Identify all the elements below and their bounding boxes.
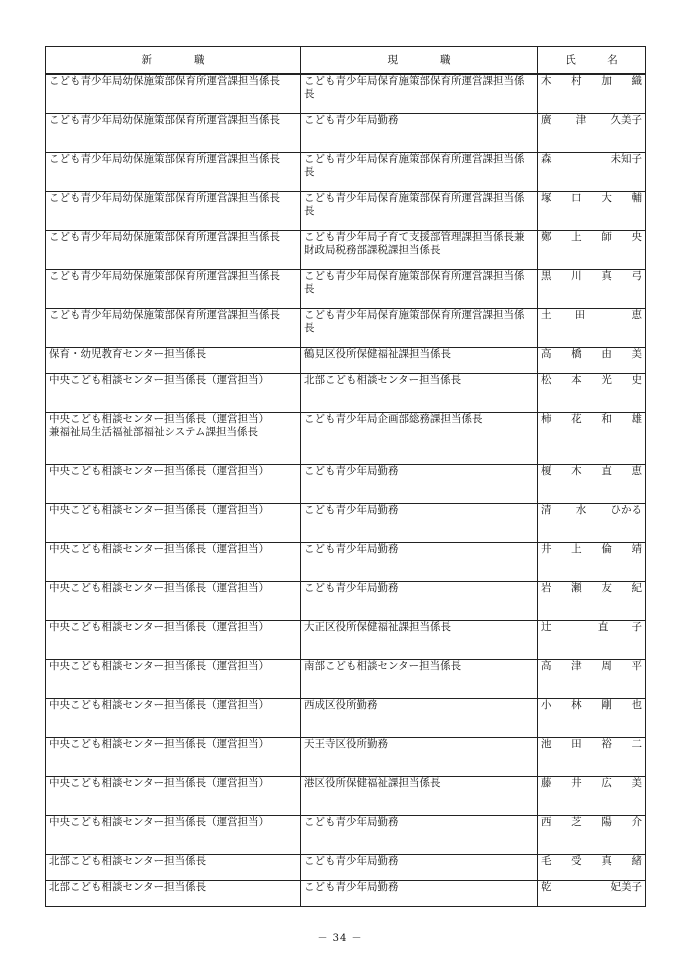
name-part: 小 <box>541 698 552 711</box>
new-post-cell: こども青少年局幼保施策部保育所運営課担当係長 <box>46 152 301 191</box>
name-cell <box>538 698 646 737</box>
current-post-cell: こども青少年局子育て支援部管理課担当係長兼財政局税務部課税課担当係長 <box>301 230 538 269</box>
current-post-cell: こども青少年局勤務 <box>301 815 538 854</box>
name-part: 紀 <box>631 581 642 594</box>
new-post-cell: こども青少年局幼保施策部保育所運営課担当係長 <box>46 191 301 230</box>
name-part: 加 <box>601 75 612 87</box>
new-post-cell: こども青少年局幼保施策部保育所運営課担当係長 <box>46 308 301 347</box>
name-cell <box>538 269 646 308</box>
name-part: 柿 <box>541 412 552 425</box>
table-row <box>46 776 646 815</box>
name-part: 岩 <box>541 581 552 594</box>
name-part: 川 <box>571 269 582 282</box>
new-post-cell: 中央こども相談センター担当係長（運営担当） <box>46 659 301 698</box>
name-cell <box>538 620 646 659</box>
name-part: 西 <box>541 815 552 828</box>
name-part: 塚 <box>541 191 552 204</box>
new-post-cell: こども青少年局幼保施策部保育所運営課担当係長 <box>46 269 301 308</box>
table-row <box>46 503 646 542</box>
new-post-cell: 中央こども相談センター担当係長（運営担当） <box>46 737 301 776</box>
person-name <box>541 270 642 283</box>
table-row <box>46 74 646 113</box>
name-part: 木 <box>541 75 552 87</box>
name-part: 土 <box>541 308 552 321</box>
person-name <box>541 309 642 322</box>
name-cell <box>538 347 646 373</box>
name-part: 上 <box>571 230 582 243</box>
name-part: 橋 <box>571 347 582 360</box>
personnel-table <box>45 46 646 907</box>
current-post-cell: 鶴見区役所保健福祉課担当係長 <box>301 347 538 373</box>
name-part: 二 <box>631 737 642 750</box>
person-name <box>541 543 642 556</box>
name-part: 鄭 <box>541 230 552 243</box>
name-part: 森 <box>541 152 552 165</box>
table-row <box>46 230 646 269</box>
name-part: 史 <box>631 373 642 386</box>
name-part: 池 <box>541 737 552 750</box>
name-part: 周 <box>601 659 612 672</box>
name-part: 靖 <box>631 542 642 555</box>
current-post-cell: こども青少年局勤務 <box>301 464 538 503</box>
name-part: ひかる <box>610 503 642 516</box>
header-new-post: 新 職 <box>46 47 301 75</box>
current-post-cell: 北部こども相談センター担当係長 <box>301 373 538 412</box>
name-part: 広 <box>601 776 612 789</box>
new-post-cell: 中央こども相談センター担当係長（運営担当） <box>46 581 301 620</box>
name-part: 乾 <box>541 880 552 893</box>
name-part: 倫 <box>601 542 612 555</box>
name-part: 真 <box>601 269 612 282</box>
table-row <box>46 854 646 880</box>
table-row <box>46 815 646 854</box>
page-number: － 34 － <box>317 933 363 944</box>
name-cell <box>538 581 646 620</box>
new-post-cell: 中央こども相談センター担当係長（運営担当） <box>46 542 301 581</box>
person-name <box>541 114 642 127</box>
name-cell <box>538 503 646 542</box>
name-part: 美 <box>631 347 642 360</box>
name-cell <box>538 776 646 815</box>
current-post-cell: 南部こども相談センター担当係長 <box>301 659 538 698</box>
table-body <box>46 74 646 906</box>
person-name <box>541 465 642 478</box>
name-part: 織 <box>631 75 642 87</box>
name-part: 花 <box>571 412 582 425</box>
new-post-cell: 中央こども相談センター担当係長（運営担当） <box>46 698 301 737</box>
name-cell <box>538 412 646 464</box>
name-part: 黒 <box>541 269 552 282</box>
name-part: 口 <box>571 191 582 204</box>
name-cell <box>538 308 646 347</box>
table-row <box>46 269 646 308</box>
current-post-cell: こども青少年局保育施策部保育所運営課担当係長 <box>301 308 538 347</box>
person-name <box>541 881 642 894</box>
table-row <box>46 152 646 191</box>
name-part: 真 <box>601 854 612 867</box>
name-part: 田 <box>574 308 586 321</box>
name-part: 受 <box>571 854 582 867</box>
table-row <box>46 659 646 698</box>
person-name <box>541 777 642 790</box>
person-name <box>541 660 642 673</box>
new-post-cell: 中央こども相談センター担当係長（運営担当） <box>46 776 301 815</box>
name-part: 剛 <box>601 698 612 711</box>
name-cell <box>538 542 646 581</box>
name-part: 松 <box>541 373 552 386</box>
person-name <box>541 153 642 166</box>
name-part: 弓 <box>631 269 642 282</box>
table-row <box>46 347 646 373</box>
name-part: 緒 <box>631 854 642 867</box>
table-row <box>46 581 646 620</box>
name-part: 榎 <box>541 464 552 477</box>
current-post-cell: こども青少年局保育施策部保育所運営課担当係長 <box>301 74 538 113</box>
name-part: 恵 <box>631 464 642 477</box>
name-part: 津 <box>571 659 582 672</box>
name-part: 平 <box>631 659 642 672</box>
name-part: 友 <box>601 581 612 594</box>
new-post-cell: こども青少年局幼保施策部保育所運営課担当係長 <box>46 113 301 152</box>
person-name <box>541 738 642 751</box>
new-post-cell: 保育・幼児教育センター担当係長 <box>46 347 301 373</box>
table-row <box>46 542 646 581</box>
name-cell <box>538 464 646 503</box>
name-part: 也 <box>631 698 642 711</box>
current-post-cell: こども青少年局勤務 <box>301 581 538 620</box>
name-cell <box>538 113 646 152</box>
current-post-cell: 大正区役所保健福祉課担当係長 <box>301 620 538 659</box>
current-post-cell: こども青少年局勤務 <box>301 113 538 152</box>
person-name <box>541 192 642 205</box>
name-cell <box>538 74 646 113</box>
name-part: 木 <box>571 464 582 477</box>
name-cell <box>538 373 646 412</box>
current-post-cell: こども青少年局保育施策部保育所運営課担当係長 <box>301 191 538 230</box>
name-cell <box>538 815 646 854</box>
person-name <box>541 699 642 712</box>
name-cell <box>538 230 646 269</box>
name-part: 直 <box>601 464 612 477</box>
table-row <box>46 698 646 737</box>
current-post-cell: こども青少年局保育施策部保育所運営課担当係長 <box>301 152 538 191</box>
name-part: 藤 <box>541 776 552 789</box>
header-current-post: 現 職 <box>301 47 538 75</box>
person-name <box>541 231 642 244</box>
table-row <box>46 737 646 776</box>
table-row <box>46 191 646 230</box>
table-header-row <box>46 47 646 75</box>
name-part: 美 <box>631 776 642 789</box>
name-part: 雄 <box>631 412 642 425</box>
name-cell <box>538 659 646 698</box>
name-cell <box>538 854 646 880</box>
name-part: 水 <box>575 503 587 516</box>
name-cell <box>538 191 646 230</box>
current-post-cell: こども青少年局勤務 <box>301 854 538 880</box>
name-part: 高 <box>541 659 552 672</box>
table-row <box>46 113 646 152</box>
name-part: 和 <box>601 412 612 425</box>
name-part: 由 <box>601 347 612 360</box>
current-post-cell: こども青少年局勤務 <box>301 503 538 542</box>
name-part: 子 <box>631 620 642 633</box>
new-post-cell: こども青少年局幼保施策部保育所運営課担当係長 <box>46 74 301 113</box>
name-part: 津 <box>575 113 587 126</box>
name-part: 未知子 <box>610 152 642 165</box>
name-part: 裕 <box>601 737 612 750</box>
name-part: 瀬 <box>571 581 582 594</box>
new-post-cell: 中央こども相談センター担当係長（運営担当） <box>46 464 301 503</box>
name-part: 上 <box>571 542 582 555</box>
person-name <box>541 75 642 88</box>
name-part: 林 <box>571 698 582 711</box>
table-row <box>46 373 646 412</box>
name-part: 央 <box>631 230 642 243</box>
name-part: 輔 <box>631 191 642 204</box>
person-name <box>541 413 642 426</box>
current-post-cell: こども青少年局企画部総務課担当係長 <box>301 412 538 464</box>
person-name <box>541 621 642 634</box>
name-cell <box>538 880 646 906</box>
name-part: 師 <box>601 230 612 243</box>
new-post-cell: 中央こども相談センター担当係長（運営担当） <box>46 815 301 854</box>
name-part: 恵 <box>631 308 642 321</box>
table-row <box>46 880 646 906</box>
name-part: 田 <box>571 737 582 750</box>
name-part: 清 <box>541 503 552 516</box>
name-part: 高 <box>541 347 552 360</box>
current-post-cell: 天王寺区役所勤務 <box>301 737 538 776</box>
name-part: 毛 <box>541 854 552 867</box>
person-name <box>541 348 642 361</box>
current-post-cell: 港区役所保健福祉課担当係長 <box>301 776 538 815</box>
table-row <box>46 464 646 503</box>
name-part: 介 <box>631 815 642 828</box>
current-post-cell: こども青少年局勤務 <box>301 542 538 581</box>
name-part: 直 <box>597 620 609 633</box>
name-cell <box>538 152 646 191</box>
name-part: 妃美子 <box>610 880 642 893</box>
header-name: 氏 名 <box>538 47 646 75</box>
person-name <box>541 374 642 387</box>
new-post-cell: 中央こども相談センター担当係長（運営担当） <box>46 620 301 659</box>
name-cell <box>538 737 646 776</box>
new-post-cell: 北部こども相談センター担当係長 <box>46 854 301 880</box>
current-post-cell: 西成区役所勤務 <box>301 698 538 737</box>
personnel-document <box>45 46 645 907</box>
person-name <box>541 504 642 517</box>
name-part: 井 <box>571 776 582 789</box>
table-row <box>46 412 646 464</box>
name-part: 大 <box>601 191 612 204</box>
person-name <box>541 855 642 868</box>
name-part: 井 <box>541 542 552 555</box>
current-post-cell: こども青少年局勤務 <box>301 880 538 906</box>
name-part: 芝 <box>571 815 582 828</box>
current-post-cell: こども青少年局保育施策部保育所運営課担当係長 <box>301 269 538 308</box>
new-post-cell: 北部こども相談センター担当係長 <box>46 880 301 906</box>
name-part: 本 <box>571 373 582 386</box>
name-part: 辻 <box>541 620 552 633</box>
name-part: 陽 <box>601 815 612 828</box>
table-row <box>46 308 646 347</box>
person-name <box>541 582 642 595</box>
new-post-cell: 中央こども相談センター担当係長（運営担当） <box>46 373 301 412</box>
table-row <box>46 620 646 659</box>
new-post-cell: 中央こども相談センター担当係長（運営担当） 兼福祉局生活福祉部福祉システム課担当係長 <box>46 412 301 464</box>
new-post-cell: こども青少年局幼保施策部保育所運営課担当係長 <box>46 230 301 269</box>
name-part: 廣 <box>541 113 552 126</box>
name-part: 光 <box>601 373 612 386</box>
name-part: 久美子 <box>610 113 642 126</box>
person-name <box>541 816 642 829</box>
new-post-cell: 中央こども相談センター担当係長（運営担当） <box>46 503 301 542</box>
name-part: 村 <box>571 75 582 87</box>
